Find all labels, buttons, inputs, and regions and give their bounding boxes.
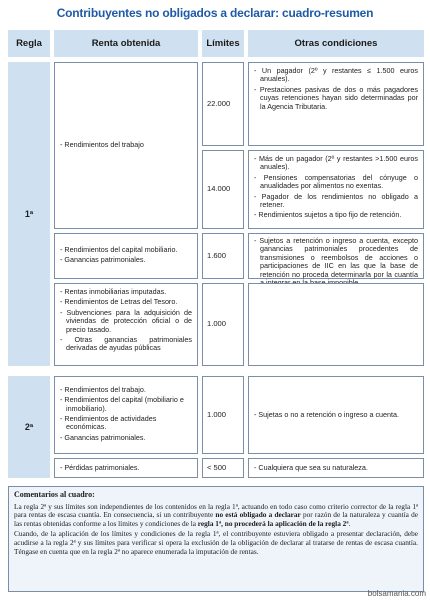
page-title: Contribuyentes no obligados a declarar: cuadro-resumen	[56, 6, 374, 20]
renta-item: - Pérdidas patrimoniales.	[60, 462, 140, 472]
rule2-rendimientos-limit	[202, 376, 244, 454]
renta-item: - Rentas inmobiliarias imputadas.	[60, 287, 167, 296]
condition-item: - Cualquiera que sea su naturaleza.	[254, 462, 368, 472]
comments-box	[8, 486, 424, 592]
condition-item: - Pagador de los rendimientos no obligado a retener.	[254, 191, 418, 210]
renta-item: - Rendimientos del trabajo.	[60, 384, 146, 394]
condition-item: - Rendimientos sujetos a tipo fijo de retención.	[254, 210, 402, 220]
limit-value: 14.000	[207, 184, 231, 194]
rule1-label: 1ª	[8, 62, 50, 366]
comments-text: .	[348, 518, 351, 528]
rule2-label: 2ª	[8, 376, 50, 478]
limit-value: 1.600	[207, 250, 227, 260]
renta-item: - Ganancias patrimoniales.	[60, 432, 146, 442]
rule1-inmobiliarias-limit	[202, 283, 244, 366]
rule1-inmobiliarias-renta	[54, 283, 198, 366]
limit-value: 1.000	[207, 319, 227, 329]
header-renta: Renta obtenida	[54, 30, 198, 57]
condition-item: - Sujetas o no a retención o ingreso a cuenta.	[254, 409, 400, 419]
header-limites: Límites	[202, 30, 244, 57]
comments-bold: no está obligado a declarar	[215, 510, 301, 520]
renta-item: - Rendimientos del capital mobiliario.	[60, 244, 178, 254]
limit-value: < 500	[207, 462, 227, 472]
rule2-perdidas-conditions	[248, 458, 424, 478]
renta-item: - Rendimientos del capital (mobiliario e inmobiliario).	[60, 395, 184, 413]
condition-item: - Más de un pagador (2º y restantes >1.500 euros anuales).	[254, 154, 418, 172]
comments-paragraph-2: Cuando, de la aplicación de los límites y condiciones de la regla 1ª, el contribuyente estuviera obligado a presentar declaración, debe acudirse a la regla 2ª y sus límites para verificar si opera la exclusión de la obligación de declarar al tratarse de rentas de escasa cuantía. Téngase en cuenta que en la regla 2ª no aparece enumerada la imputación de rentas.	[14, 529, 418, 556]
comments-text: La regla 2ª y sus límites son independientes de los contenidos en la regla 1ª, actuando en todo caso como criterio corrector de la regla 1ª para rentas de escasa cuantía. En consecuencia, si un contribuyente	[14, 501, 418, 520]
rule1-trabajo-renta	[54, 62, 198, 229]
renta-item: - Ganancias patrimoniales.	[60, 255, 146, 264]
rule1-capital-limit	[202, 233, 244, 279]
condition-item: - Sujetos a retención o ingreso a cuenta, excepto ganancias patrimoniales procedentes de transmisiones o reembolsos de acciones o participaciones de IIC en las que la base de retención no proceda determinarla por la cuantía	[254, 236, 418, 279]
rule1-capital-conditions	[248, 233, 424, 279]
condition-item: - Un pagador (2º y restantes ≤ 1.500 euros anuales).	[254, 66, 418, 84]
condition-item: - Pensiones compensatorias del cónyuge o anualidades por alimentos no exentas.	[254, 172, 418, 191]
rule1-inmobiliarias-conditions	[248, 283, 424, 366]
header-regla: Regla	[8, 30, 50, 57]
rule1-trabajo-limit-2	[202, 150, 244, 229]
renta-item: - Otras ganancias patrimoniales derivadas de ayudas públicas	[60, 335, 192, 353]
rule2-rendimientos-conditions	[248, 376, 424, 454]
limit-value: 22.000	[207, 98, 231, 108]
comments-bold: regla 1ª, no procederá la aplicación de la regla 2ª	[197, 518, 349, 528]
comments-title: Comentarios al cuadro:	[14, 490, 95, 499]
limit-value: 1.000	[207, 409, 227, 419]
renta-item: - Rendimientos de actividades económicas.	[60, 414, 157, 432]
rule1-trabajo-conditions-2	[248, 150, 424, 229]
rule2-perdidas-limit	[202, 458, 244, 478]
condition-item: - Prestaciones pasivas de dos o más pagadores cuyas retenciones hayan sido determinadas por la Agencia Tributaria.	[254, 84, 418, 111]
rule1-trabajo-renta-text: - Rendimientos del trabajo	[60, 140, 144, 150]
rule2-perdidas-renta	[54, 458, 198, 478]
comments-text: por razón de la naturaleza y cuantía de las rentas obtenidas conforme a los límites y condiciones de la	[14, 510, 418, 528]
rule1-capital-renta	[54, 233, 198, 279]
header-otras: Otras condiciones	[248, 30, 424, 57]
rule1-trabajo-conditions-1	[248, 62, 424, 146]
comments-paragraph-1	[14, 503, 418, 529]
watermark: bolsamania.com	[367, 589, 426, 598]
renta-item: - Subvenciones para la adquisición de viviendas de protección oficial o de precio tasado.	[60, 307, 192, 334]
rule2-rendimientos-renta	[54, 376, 198, 454]
renta-item: - Rendimientos de Letras del Tesoro.	[60, 297, 178, 307]
rule1-trabajo-limit-1	[202, 62, 244, 146]
